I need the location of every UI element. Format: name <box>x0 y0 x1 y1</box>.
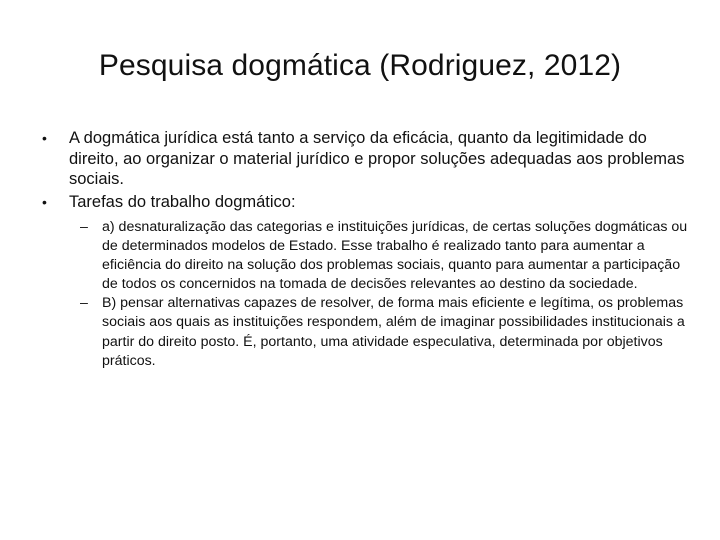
sub-item <box>38 218 688 294</box>
sub-item-text: a) desnaturalização das categorias e instituições jurídicas, de certas soluções dogmáticas ou de determinados modelos de Estado. Esse trabalho é realizado tanto para aumentar a eficiência do direito na solução dos problemas sociais, quanto para aumentar a participação de todos os concernidos na tomada de decisões relevantes ao destino da sociedade. <box>102 219 688 293</box>
sub-list <box>38 218 688 371</box>
slide-title: Pesquisa dogmática (Rodriguez, 2012) <box>98 49 622 82</box>
dash-icon: – <box>80 219 88 235</box>
bullet-icon: • <box>42 130 47 146</box>
sub-item <box>38 294 688 370</box>
dash-icon: – <box>80 295 88 312</box>
slide-content <box>38 128 688 371</box>
bullet-text: Tarefas do trabalho dogmático: <box>69 192 296 211</box>
bullet-item <box>38 192 688 213</box>
sub-item-text: B) pensar alternativas capazes de resolver, de forma mais eficiente e legítima, os problemas sociais aos quais as instituições respondem, além de imaginar possibilidades institucionais a partir do direito posto. É, portanto, uma atividade especulativa, determinada por objetivos práticos. <box>102 295 685 369</box>
bullet-text: A dogmática jurídica está tanto a serviço da eficácia, quanto da legitimidade do direito, ao organizar o material jurídico e propor soluções adequadas aos problemas sociais. <box>69 129 685 188</box>
bullet-item <box>38 128 688 190</box>
bullet-icon: • <box>42 193 47 210</box>
